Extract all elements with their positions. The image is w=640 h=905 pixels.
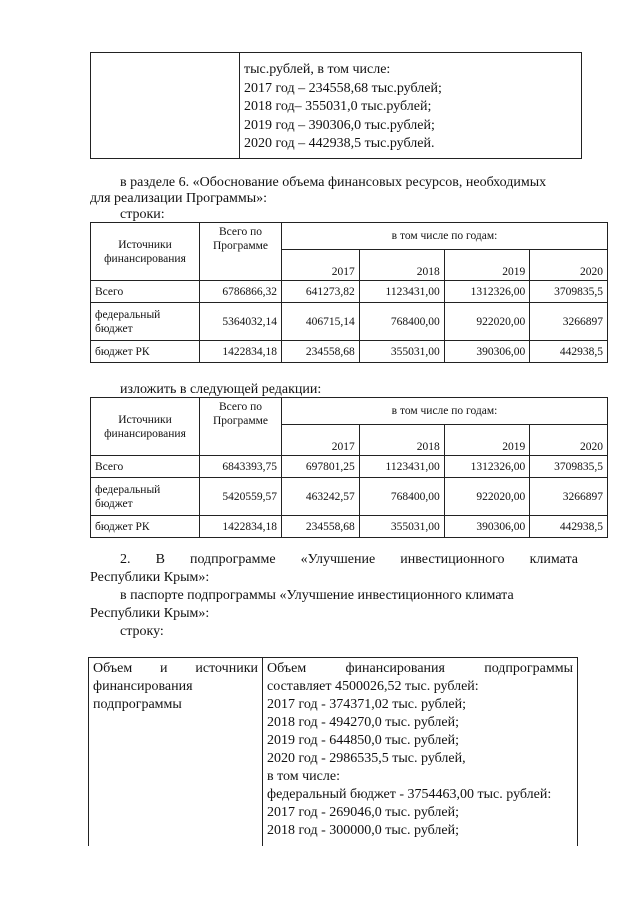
header-year: 2020 [530, 250, 608, 281]
cell-value: 234558,68 [282, 516, 360, 538]
word: Объем [93, 661, 133, 676]
funding-line: 2019 год – 390306,0 тыс.рублей; [244, 117, 435, 133]
cell-value: 1312326,00 [444, 281, 530, 303]
header-total: Всего по Программе [200, 398, 282, 456]
value-line: 2019 год - 644850,0 тыс. рублей; [267, 733, 460, 748]
label-line: финансирования [93, 679, 193, 694]
value-line: федеральный бюджет - 3754463,00 тыс. рублей: [267, 787, 552, 802]
lines-label: строки: [120, 207, 165, 222]
word: и [160, 661, 168, 676]
cell-value: 355031,00 [359, 516, 444, 538]
word: 2. [120, 552, 131, 567]
header-by-years: в том числе по годам: [282, 223, 608, 250]
word: подпрограммы [484, 661, 573, 676]
financing-table-new [90, 397, 608, 538]
header-year: 2020 [530, 425, 608, 456]
header-year: 2019 [444, 425, 530, 456]
table-row [91, 456, 608, 478]
section-heading-line2: для реализации Программы»: [90, 191, 268, 206]
item2-line3: в паспорте подпрограммы «Улучшение инвестиционного климата [120, 588, 514, 603]
table-row [91, 516, 608, 538]
header-year: 2018 [359, 250, 444, 281]
header-year: 2018 [359, 425, 444, 456]
funding-line: тыс.рублей, в том числе: [244, 62, 391, 77]
cell-value: 6786866,32 [200, 281, 282, 303]
section-heading-line1: в разделе 6. «Обоснование объема финансовых ресурсов, необходимых [120, 175, 547, 190]
header-year: 2019 [444, 250, 530, 281]
empty-cell [91, 53, 240, 159]
word: подпрограмме [189, 552, 276, 567]
passport-value-cell [263, 658, 578, 847]
value-line: 2018 год - 300000,0 тыс. рублей; [267, 823, 460, 838]
word: В [155, 552, 165, 567]
restate-label: изложить в следующей редакции: [120, 382, 322, 397]
cell-value: 442938,5 [530, 341, 608, 363]
cell-value: 463242,57 [282, 478, 360, 516]
value-line: составляет 4500026,52 тыс. рублей: [267, 679, 479, 694]
header-source: Источники финансирования [91, 223, 200, 281]
passport-label-cell [89, 658, 263, 847]
cell-value: 697801,25 [282, 456, 360, 478]
cell-value: 442938,5 [530, 516, 608, 538]
funding-text-cell [240, 53, 582, 159]
cell-value: 641273,82 [282, 281, 360, 303]
cell-value: 768400,00 [359, 303, 444, 341]
passport-table-fragment [90, 52, 582, 159]
value-line1 [267, 660, 573, 678]
cell-value: 6843393,75 [200, 456, 282, 478]
row-label: федеральный бюджет [91, 478, 200, 516]
value-line: в том числе: [267, 769, 340, 784]
financing-table-current [90, 222, 608, 363]
cell-value: 1123431,00 [359, 456, 444, 478]
row-label: Всего [91, 456, 200, 478]
value-line: 2017 год - 269046,0 тыс. рублей; [267, 805, 460, 820]
word: «Улучшение [300, 552, 376, 567]
subprogram-passport-table [88, 657, 578, 846]
value-line: 2020 год - 2986535,5 тыс. рублей, [267, 751, 466, 766]
word: Объем [267, 661, 307, 676]
cell-value: 3266897 [530, 478, 608, 516]
row-label: Всего [91, 281, 200, 303]
cell-value: 3709835,5 [530, 456, 608, 478]
cell-value: 355031,00 [359, 341, 444, 363]
item2-line2: Республики Крым»: [90, 570, 210, 585]
cell-value: 768400,00 [359, 478, 444, 516]
item2-line5: строку: [120, 624, 164, 639]
word: источники [195, 661, 258, 676]
word: финансирования [345, 661, 445, 676]
cell-value: 1123431,00 [359, 281, 444, 303]
cell-value: 3266897 [530, 303, 608, 341]
word: климата [529, 552, 578, 567]
header-year: 2017 [282, 250, 360, 281]
header-source: Источники финансирования [91, 398, 200, 456]
item2-line4: Республики Крым»: [90, 606, 210, 621]
table-row [91, 478, 608, 516]
cell-value: 3709835,5 [530, 281, 608, 303]
word: инвестиционного [400, 552, 505, 567]
row-label: бюджет РК [91, 516, 200, 538]
funding-line: 2020 год – 442938,5 тыс.рублей. [244, 136, 435, 151]
row-label: бюджет РК [91, 341, 200, 363]
cell-value: 1422834,18 [200, 516, 282, 538]
value-line: 2018 год - 494270,0 тыс. рублей; [267, 715, 460, 730]
cell-value: 406715,14 [282, 303, 360, 341]
cell-value: 390306,00 [444, 516, 530, 538]
header-total: Всего по Программе [200, 223, 282, 281]
table-row [91, 281, 608, 303]
value-line: 2017 год - 374371,02 тыс. рублей; [267, 697, 467, 712]
funding-line: 2017 год – 234558,68 тыс.рублей; [244, 80, 442, 96]
header-by-years: в том числе по годам: [282, 398, 608, 425]
table-row [91, 341, 608, 363]
funding-line: 2018 год– 355031,0 тыс.рублей; [244, 99, 432, 114]
cell-value: 1312326,00 [444, 456, 530, 478]
cell-value: 390306,00 [444, 341, 530, 363]
cell-value: 922020,00 [444, 478, 530, 516]
label-line1 [93, 660, 258, 678]
header-year: 2017 [282, 425, 360, 456]
cell-value: 922020,00 [444, 303, 530, 341]
label-line: подпрограммы [93, 697, 182, 712]
cell-value: 5364032,14 [200, 303, 282, 341]
item2-line1 [120, 552, 578, 568]
cell-value: 234558,68 [282, 341, 360, 363]
table-row [91, 303, 608, 341]
row-label: федеральный бюджет [91, 303, 200, 341]
cell-value: 1422834,18 [200, 341, 282, 363]
cell-value: 5420559,57 [200, 478, 282, 516]
